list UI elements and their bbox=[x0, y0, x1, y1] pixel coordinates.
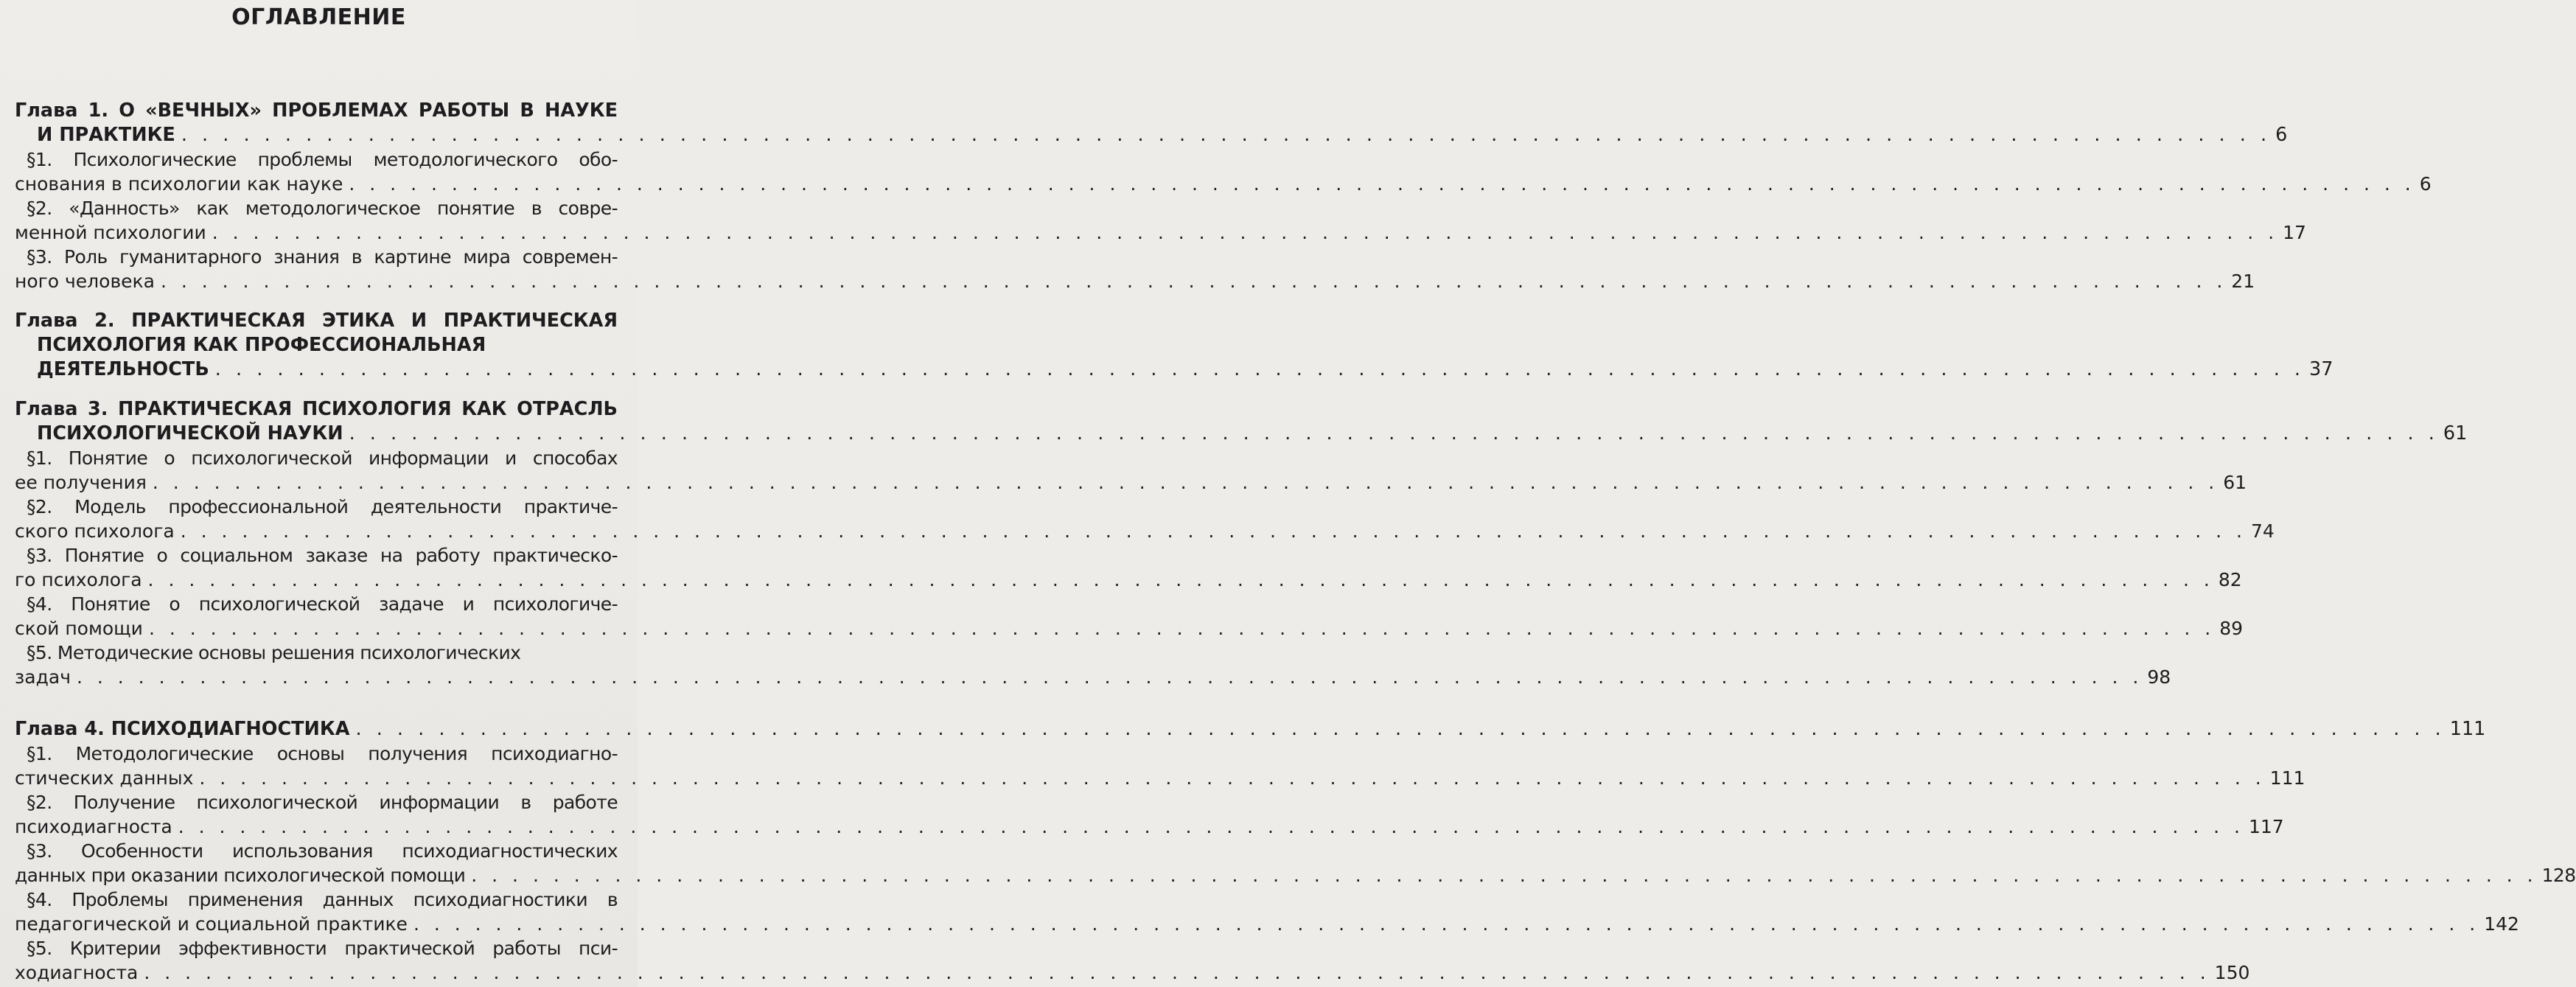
section-4-1-page-number: 111 bbox=[2269, 767, 2306, 789]
dot-leader: . . . . . . . . . . . . . . . . . . . . . . . . . . . . . . . . . . . . . . . . . . . . . . . . . . . . . . . . . . . . . . . . . . . . . . . . . . . . . . . . . . . . . . . . . . . . . . . . . . . . . bbox=[349, 422, 2439, 444]
section-3-1-page-number: 61 bbox=[2223, 472, 2247, 493]
toc-chapter-3[interactable] bbox=[15, 397, 2468, 446]
section-1-1-end: снования в психологии как науке bbox=[15, 173, 343, 195]
dot-leader: . . . . . . . . . . . . . . . . . . . . . . . . . . . . . . . . . . . . . . . . . . . . . . . . . . . . . . . . . . . . . . . . . . . . . . . . . . . . . . . . . . . . . . . . . . . . . . . . . . . . . bbox=[152, 472, 2219, 493]
toc-section-4-5[interactable] bbox=[15, 936, 2250, 985]
section-4-4-page-number: 142 bbox=[2484, 913, 2519, 935]
section-3-2-page-number: 74 bbox=[2251, 520, 2275, 542]
toc-section-3-2[interactable] bbox=[15, 495, 2275, 543]
section-3-2-line-1: §2. Модель профессиональной деятельности практиче- bbox=[27, 496, 618, 517]
section-4-3-line-2 bbox=[15, 863, 2576, 887]
toc-section-3-3[interactable] bbox=[15, 543, 2242, 592]
chapter-2-page-number: 37 bbox=[2309, 358, 2334, 380]
section-3-3-end: го психолога bbox=[15, 569, 142, 590]
section-3-4-end: ской помощи bbox=[15, 618, 143, 639]
section-1-3-line-2 bbox=[15, 269, 2255, 293]
toc-section-4-3[interactable] bbox=[15, 839, 2576, 887]
section-1-1-page-number: 6 bbox=[2419, 173, 2432, 195]
section-1-2-page-number: 17 bbox=[2283, 222, 2306, 243]
chapter-2-title-end: ДЕЯТЕЛЬНОСТЬ bbox=[37, 358, 209, 380]
toc-chapter-2[interactable] bbox=[15, 309, 2334, 382]
dot-leader: . . . . . . . . . . . . . . . . . . . . . . . . . . . . . . . . . . . . . . . . . . . . . . . . . . . . . . . . . . . . . . . . . . . . . . . . . . . . . . . . . . . . . . . . . . . . . . . . . . . . . bbox=[214, 358, 2306, 380]
dot-leader: . . . . . . . . . . . . . . . . . . . . . . . . . . . . . . . . . . . . . . . . . . . . . . . . . . . . . . . . . . . . . . . . . . . . . . . . . . . . . . . . . . . . . . . . . . . . . . . . . . . . . bbox=[471, 865, 2538, 886]
dot-leader: . . . . . . . . . . . . . . . . . . . . . . . . . . . . . . . . . . . . . . . . . . . . . . . . . . . . . . . . . . . . . . . . . . . . . . . . . . . . . . . . . . . . . . . . . . . . . . . . . . . . . bbox=[147, 569, 2214, 590]
section-4-2-line-1: §2. Получение психологической информации в работе bbox=[27, 792, 618, 813]
toc-section-3-4[interactable] bbox=[15, 592, 2244, 641]
section-4-5-line-1: §5. Критерии эффективности практической работы пси- bbox=[27, 938, 618, 959]
chapter-1-title-line-1: Глава 1. О «ВЕЧНЫХ» ПРОБЛЕМАХ РАБОТЫ В НАУКЕ bbox=[15, 100, 618, 122]
section-4-3-line-1: §3. Особенности использования психодиагностических bbox=[27, 840, 618, 862]
section-4-2-page-number: 117 bbox=[2249, 816, 2284, 837]
chapter-4-title: Глава 4. ПСИХОДИАГНОСТИКА bbox=[15, 718, 350, 740]
dot-leader: . . . . . . . . . . . . . . . . . . . . . . . . . . . . . . . . . . . . . . . . . . . . . . . . . . . . . . . . . . . . . . . . . . . . . . . . . . . . . . . . . . . . . . . . . . . . . . . . . . . . . bbox=[355, 718, 2446, 740]
toc-section-4-1[interactable] bbox=[15, 742, 2306, 790]
section-3-2-end: ского психолога bbox=[15, 520, 175, 542]
chapter-2-title-line-1: Глава 2. ПРАКТИЧЕСКАЯ ЭТИКА И ПРАКТИЧЕСКАЯ bbox=[15, 310, 618, 332]
section-1-2-line-2 bbox=[15, 220, 2306, 245]
dot-leader: . . . . . . . . . . . . . . . . . . . . . . . . . . . . . . . . . . . . . . . . . . . . . . . . . . . . . . . . . . . . . . . . . . . . . . . . . . . . . . . . . . . . . . . . . . . . . . . . . . . . . bbox=[212, 222, 2279, 243]
section-4-4-line-1: §4. Проблемы применения данных психодиагностики в bbox=[27, 889, 618, 910]
dot-leader: . . . . . . . . . . . . . . . . . . . . . . . . . . . . . . . . . . . . . . . . . . . . . . . . . . . . . . . . . . . . . . . . . . . . . . . . . . . . . . . . . . . . . . . . . . . . . . . . . . . . . bbox=[181, 124, 2272, 146]
section-4-1-line-2 bbox=[15, 766, 2306, 790]
toc-section-3-1[interactable] bbox=[15, 446, 2247, 495]
section-3-4-line-2 bbox=[15, 616, 2244, 641]
chapter-1-page-number: 6 bbox=[2275, 124, 2288, 146]
dot-leader: . . . . . . . . . . . . . . . . . . . . . . . . . . . . . . . . . . . . . . . . . . . . . . . . . . . . . . . . . . . . . . . . . . . . . . . . . . . . . . . . . . . . . . . . . . . . . . . . . . . . . bbox=[413, 913, 2480, 935]
chapter-2-title-line-2: ПСИХОЛОГИЯ КАК ПРОФЕССИОНАЛЬНАЯ bbox=[37, 334, 486, 356]
chapter-2-title-line-3 bbox=[15, 358, 2334, 382]
chapter-4-page-number: 111 bbox=[2449, 718, 2486, 740]
dot-leader: . . . . . . . . . . . . . . . . . . . . . . . . . . . . . . . . . . . . . . . . . . . . . . . . . . . . . . . . . . . . . . . . . . . . . . . . . . . . . . . . . . . . . . . . . . . . . . . . . . . . . bbox=[178, 816, 2244, 837]
section-1-3-end: ного человека bbox=[15, 271, 155, 292]
section-4-3-end: данных при оказании психологической помощи bbox=[15, 865, 466, 886]
table-of-contents bbox=[15, 99, 2576, 985]
toc-section-4-2[interactable] bbox=[15, 790, 2284, 839]
section-1-3-line-1: §3. Роль гуманитарного знания в картине мира современ- bbox=[27, 246, 618, 268]
spacer bbox=[15, 293, 618, 309]
toc-section-4-4[interactable] bbox=[15, 887, 2519, 936]
dot-leader: . . . . . . . . . . . . . . . . . . . . . . . . . . . . . . . . . . . . . . . . . . . . . . . . . . . . . . . . . . . . . . . . . . . . . . . . . . . . . . . . . . . . . . . . . . . . . . . . . . . . . bbox=[148, 618, 2216, 639]
section-4-4-line-2 bbox=[15, 912, 2519, 936]
section-3-2-line-2 bbox=[15, 519, 2275, 543]
toc-chapter-1[interactable] bbox=[15, 99, 2288, 147]
dot-leader: . . . . . . . . . . . . . . . . . . . . . . . . . . . . . . . . . . . . . . . . . . . . . . . . . . . . . . . . . . . . . . . . . . . . . . . . . . . . . . . . . . . . . . . . . . . . . . . . . . . . . bbox=[160, 271, 2227, 292]
toc-chapter-4[interactable] bbox=[15, 717, 2486, 742]
toc-section-1-2[interactable] bbox=[15, 196, 2306, 245]
toc-section-1-3[interactable] bbox=[15, 245, 2255, 293]
section-3-5-line-1: §5. Методические основы решения психологических bbox=[27, 642, 521, 663]
dot-leader: . . . . . . . . . . . . . . . . . . . . . . . . . . . . . . . . . . . . . . . . . . . . . . . . . . . . . . . . . . . . . . . . . . . . . . . . . . . . . . . . . . . . . . . . . . . . . . . . . . . . . bbox=[180, 520, 2247, 542]
section-3-4-line-1: §4. Понятие о психологической задаче и психологиче- bbox=[27, 593, 618, 615]
section-4-4-end: педагогической и социальной практике bbox=[15, 913, 408, 935]
chapter-3-title-end: ПСИХОЛОГИЧЕСКОЙ НАУКИ bbox=[37, 422, 343, 444]
dot-leader: . . . . . . . . . . . . . . . . . . . . . . . . . . . . . . . . . . . . . . . . . . . . . . . . . . . . . . . . . . . . . . . . . . . . . . . . . . . . . . . . . . . . . . . . . . . . . . . . . . . . . bbox=[77, 666, 2143, 688]
section-4-3-page-number: 128 bbox=[2541, 865, 2576, 886]
chapter-3-title-line-2 bbox=[15, 422, 2468, 446]
spacer bbox=[15, 689, 618, 717]
section-3-4-page-number: 89 bbox=[2219, 618, 2244, 639]
section-1-2-end: менной психологии bbox=[15, 222, 206, 243]
section-1-2-line-1: §2. «Данность» как методологическое понятие в совре- bbox=[27, 198, 618, 219]
toc-section-1-1[interactable] bbox=[15, 147, 2432, 196]
section-4-1-end: стических данных bbox=[15, 767, 194, 789]
page-title: ОГЛАВЛЕНИЕ bbox=[231, 4, 406, 30]
chapter-1-title-end: И ПРАКТИКЕ bbox=[37, 124, 175, 146]
section-3-3-line-2 bbox=[15, 568, 2242, 592]
section-3-3-line-1: §3. Понятие о социальном заказе на работу практическо- bbox=[27, 545, 618, 566]
section-1-1-line-1: §1. Психологические проблемы методологического обо- bbox=[27, 149, 618, 170]
chapter-3-title-line-1: Глава 3. ПРАКТИЧЕСКАЯ ПСИХОЛОГИЯ КАК ОТРАСЛЬ bbox=[15, 398, 618, 420]
chapter-4-title-line-1 bbox=[15, 717, 2486, 742]
section-4-5-end: ходиагноста bbox=[15, 962, 139, 983]
dot-leader: . . . . . . . . . . . . . . . . . . . . . . . . . . . . . . . . . . . . . . . . . . . . . . . . . . . . . . . . . . . . . . . . . . . . . . . . . . . . . . . . . . . . . . . . . . . . . . . . . . . . . bbox=[199, 767, 2266, 789]
dot-leader: . . . . . . . . . . . . . . . . . . . . . . . . . . . . . . . . . . . . . . . . . . . . . . . . . . . . . . . . . . . . . . . . . . . . . . . . . . . . . . . . . . . . . . . . . . . . . . . . . . . . . bbox=[144, 962, 2210, 983]
section-3-5-page-number: 98 bbox=[2147, 666, 2171, 688]
toc-section-3-5[interactable] bbox=[15, 641, 2171, 689]
section-3-1-end: ее получения bbox=[15, 472, 147, 493]
section-1-3-page-number: 21 bbox=[2231, 271, 2255, 292]
section-4-5-line-2 bbox=[15, 960, 2250, 985]
section-3-5-end: задач bbox=[15, 666, 71, 688]
section-1-1-line-2 bbox=[15, 172, 2432, 196]
section-3-3-page-number: 82 bbox=[2218, 569, 2242, 590]
section-4-2-line-2 bbox=[15, 815, 2284, 839]
section-4-2-end: психодиагноста bbox=[15, 816, 172, 837]
chapter-1-title-line-2 bbox=[15, 123, 2288, 147]
section-4-1-line-1: §1. Методологические основы получения психодиагно- bbox=[27, 743, 618, 764]
section-3-1-line-1: §1. Понятие о психологической информации и способах bbox=[27, 447, 618, 469]
spacer bbox=[15, 382, 618, 397]
section-3-5-line-2 bbox=[15, 665, 2171, 689]
dot-leader: . . . . . . . . . . . . . . . . . . . . . . . . . . . . . . . . . . . . . . . . . . . . . . . . . . . . . . . . . . . . . . . . . . . . . . . . . . . . . . . . . . . . . . . . . . . . . . . . . . . . . bbox=[349, 173, 2415, 195]
section-3-1-line-2 bbox=[15, 470, 2247, 495]
section-4-5-page-number: 150 bbox=[2214, 962, 2250, 983]
chapter-3-page-number: 61 bbox=[2443, 422, 2468, 444]
